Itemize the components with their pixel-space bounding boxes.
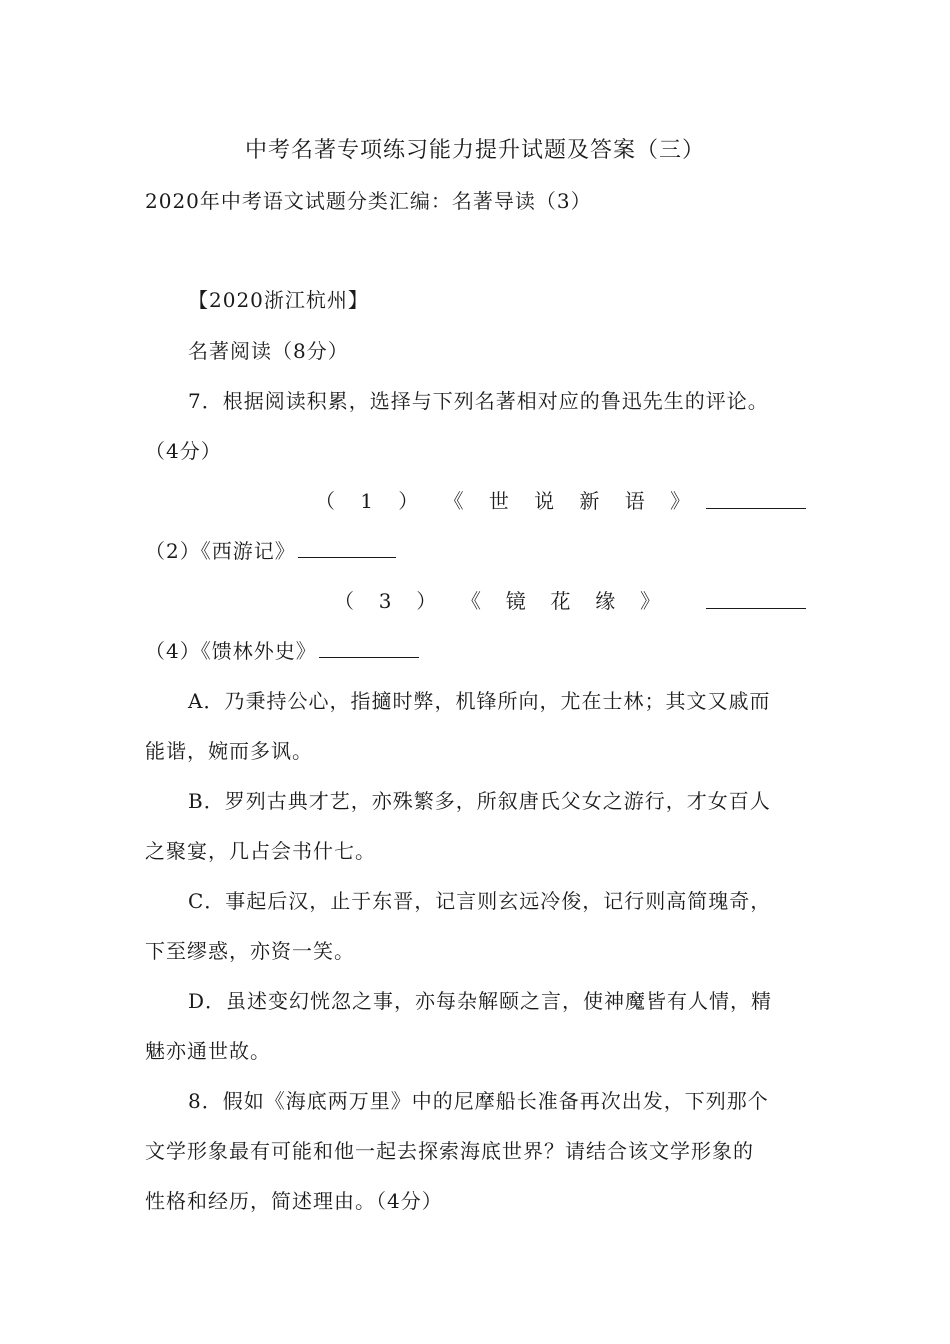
section-heading: 名著阅读（8分） xyxy=(188,339,349,363)
q7-item1-char: 世 xyxy=(488,489,509,513)
q7-item3-char: 》 xyxy=(639,589,660,613)
q7-option-d-line1: D．虽述变幻恍忽之事，亦每杂解颐之言，使神魔皆有人情，精 xyxy=(188,989,773,1013)
q7-item1-char: 新 xyxy=(579,489,600,513)
q7-item4-answer-blank[interactable] xyxy=(319,637,419,658)
page-title: 中考名著专项练习能力提升试题及答案（三） xyxy=(244,138,705,163)
q7-option-c-line1: C．事起后汉，止于东晋，记言则玄远冷俊，记行则高简瑰奇， xyxy=(188,889,772,913)
q7-item4 xyxy=(145,636,419,666)
q7-option-b-line1: B．罗列古典才艺，亦殊繁多，所叙唐氏父女之游行，才女百人 xyxy=(188,789,771,813)
q8-line1: 8．假如《海底两万里》中的尼摩船长准备再次出发，下列那个 xyxy=(188,1089,769,1113)
q7-item3-char: 缘 xyxy=(595,589,616,613)
q8-line2: 文学形象最有可能和他一起去探索海底世界？请结合该文学形象的 xyxy=(145,1139,754,1163)
q7-stem-line2: （4分） xyxy=(145,439,222,463)
q7-item3-answer-blank[interactable] xyxy=(706,588,806,609)
q7-option-d-line2: 魅亦通世故。 xyxy=(145,1039,271,1063)
q7-item2-answer-blank[interactable] xyxy=(298,537,396,558)
q7-item3-char: 镜 xyxy=(505,589,526,613)
q7-item1-char: 《 xyxy=(443,489,464,513)
q7-item1-char: 语 xyxy=(624,489,645,513)
q7-item3 xyxy=(334,586,660,616)
q8-line3: 性格和经历，简述理由。（4分） xyxy=(145,1189,443,1213)
q7-item3-char: 3 xyxy=(378,589,392,613)
section-tag: 【2020浙江杭州】 xyxy=(188,288,369,312)
q7-item3-char: ） xyxy=(416,589,437,613)
q7-item1-char: ） xyxy=(398,489,419,513)
q7-item2 xyxy=(145,536,396,566)
q7-item1-char: （ xyxy=(315,489,335,513)
q7-item3-char: 花 xyxy=(550,589,571,613)
q7-item1-char: 》 xyxy=(669,489,690,513)
q7-stem-line1: 7．根据阅读积累，选择与下列名著相对应的鲁迅先生的评论。 xyxy=(188,389,769,413)
q7-item3-char: 《 xyxy=(460,589,481,613)
q7-item3-char: （ xyxy=(334,589,354,613)
q7-item4-label: （4）《馈林外史》 xyxy=(145,639,317,663)
q7-option-a-line1: A．乃秉持公心，指擿时弊，机锋所向，尤在士林；其文又戚而 xyxy=(188,689,771,713)
q7-option-a-line2: 能谐，婉而多讽。 xyxy=(145,739,313,763)
q7-item1 xyxy=(315,486,690,516)
subtitle: 2020年中考语文试题分类汇编：名著导读（3） xyxy=(145,189,592,213)
q7-option-b-line2: 之聚宴，几占会书什七。 xyxy=(145,839,376,863)
q7-item1-char: 说 xyxy=(534,489,555,513)
q7-option-c-line2: 下至缪惑，亦资一笑。 xyxy=(145,939,355,963)
q7-item2-label: （2）《西游记》 xyxy=(145,539,296,563)
q7-item1-char: 1 xyxy=(360,489,374,513)
q7-item1-answer-blank[interactable] xyxy=(706,488,806,509)
